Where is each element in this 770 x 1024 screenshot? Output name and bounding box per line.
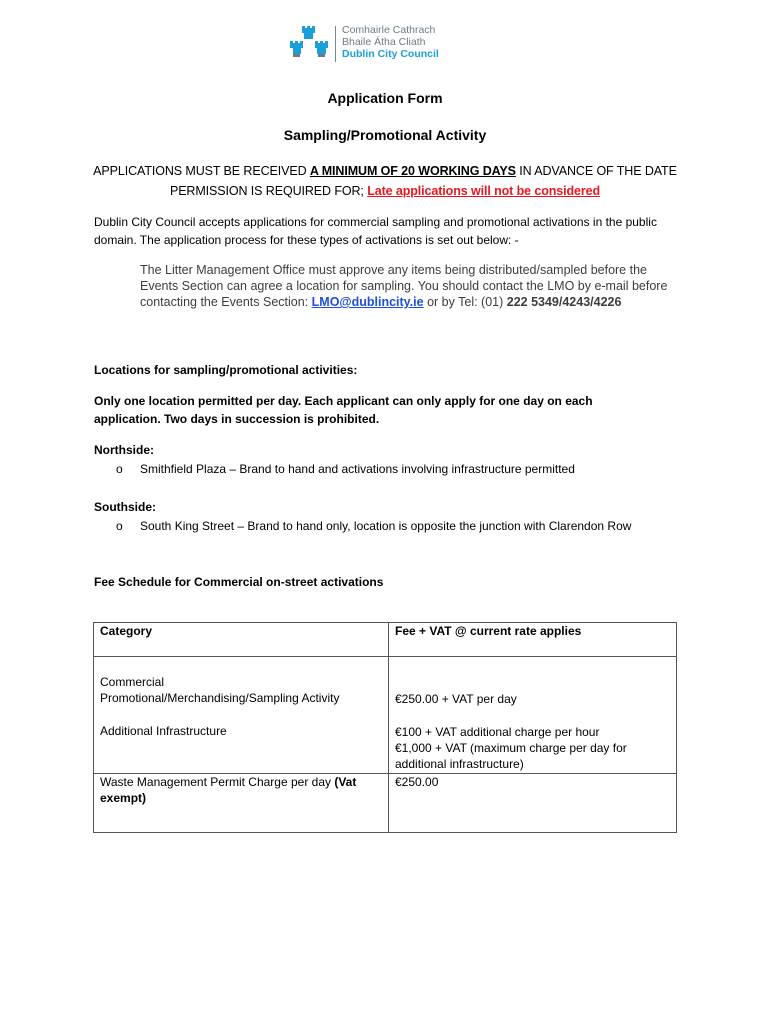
intro-paragraph: Dublin City Council accepts applications for commercial sampling and promotional activations in the public domain. The application process for these types of activations is set out below: - — [94, 215, 657, 247]
fee-header: Fee + VAT @ current rate applies — [389, 623, 677, 657]
waste-fee-cell: €250.00 — [389, 774, 677, 833]
waste-category-cell — [94, 774, 389, 833]
litter-text2: or by Tel: (01) — [423, 295, 507, 309]
bullet-marker: o — [116, 462, 123, 476]
deadline-notice — [90, 161, 680, 201]
castle-icon — [288, 24, 334, 66]
fee-schedule-heading: Fee Schedule for Commercial on-street activations — [94, 575, 384, 589]
southside-heading: Southside: — [94, 500, 156, 514]
logo-irish-line2: Bhaile Átha Cliath — [342, 36, 426, 48]
logo-english-name: Dublin City Council — [342, 48, 439, 60]
locations-heading: Locations for sampling/promotional activities: — [94, 363, 358, 377]
northside-heading: Northside: — [94, 443, 154, 457]
category-header: Category — [94, 623, 389, 657]
form-title: Application Form — [327, 90, 443, 106]
fee-per-day: €250.00 + VAT per day — [395, 692, 517, 706]
litter-text1: The Litter Management Office must approve any items being distributed/sampled before the Events Section can agree a location for sampling. You should contact the LMO by e-mail before contacting the Events Section: — [140, 263, 668, 309]
fee-per-hour: €100 + VAT additional charge per hour — [395, 725, 600, 739]
fee-maximum: €1,000 + VAT (maximum charge per day for additional infrastructure) — [395, 741, 627, 771]
south-king-street-location: South King Street – Brand to hand only, location is opposite the junction with Clarendon Row — [140, 519, 632, 533]
logo-irish-line1: Comhairle Cathrach — [342, 24, 436, 36]
dcc-logo — [288, 24, 488, 66]
logo-divider — [335, 26, 336, 62]
commercial-category-cell — [94, 657, 389, 774]
activity-title: Sampling/Promotional Activity — [283, 127, 487, 143]
notice-part2: IN ADVANCE OF THE DATE PERMISSION IS REQUIRED FOR; — [169, 164, 677, 198]
table-row — [94, 657, 677, 774]
lmo-email-link[interactable]: LMO@dublincity.ie — [311, 295, 424, 309]
fee-table — [93, 622, 677, 833]
list-item — [116, 517, 631, 535]
table-header-row — [94, 623, 677, 657]
location-rule: Only one location permitted per day. Each applicant can only apply for one day on each application. Two days in succession is prohibited. — [94, 394, 593, 426]
list-item — [116, 460, 575, 478]
waste-category: Waste Management Permit Charge per day — [100, 775, 335, 789]
bullet-marker: o — [116, 519, 123, 533]
notice-emphasis: A MINIMUM OF 20 WORKING DAYS — [309, 164, 516, 178]
category-infrastructure: Additional Infrastructure — [100, 724, 227, 738]
vat-exempt-note: (Vat exempt) — [100, 775, 357, 805]
notice-part1: APPLICATIONS MUST BE RECEIVED — [93, 164, 310, 178]
category-promotional: Promotional/Merchandising/Sampling Activity — [100, 691, 340, 705]
lmo-phone: 222 5349/4243/4226 — [506, 295, 622, 309]
table-row — [94, 774, 677, 833]
litter-office-note — [140, 262, 675, 310]
category-commercial: Commercial — [100, 675, 165, 689]
commercial-fee-cell — [389, 657, 677, 774]
smithfield-location: Smithfield Plaza – Brand to hand and activations involving infrastructure permitted — [140, 462, 575, 476]
late-warning: Late applications will not be considered — [367, 184, 601, 198]
